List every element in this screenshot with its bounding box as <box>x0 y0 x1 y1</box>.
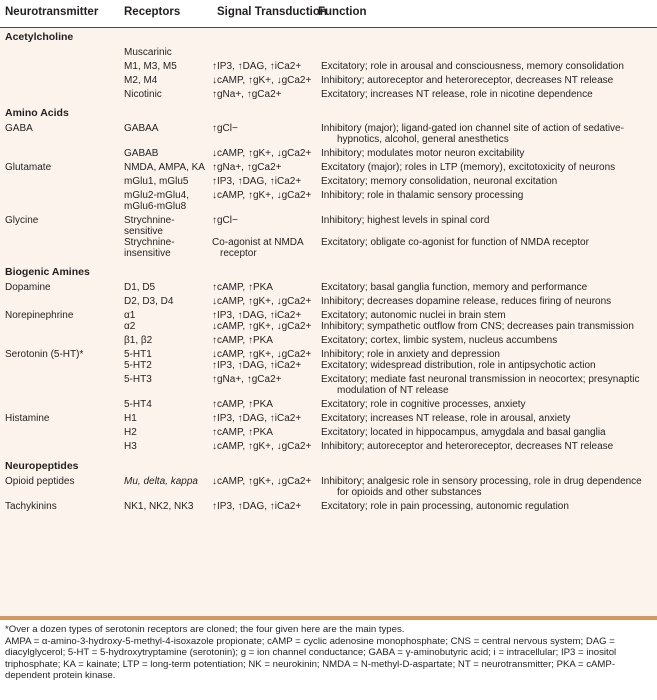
function-cell: Excitatory (major); roles in LTP (memory), excitotoxicity of neurons <box>321 162 616 173</box>
function-cell: Excitatory; cortex, limbic system, nucleus accumbens <box>321 335 558 346</box>
signal-cell <box>212 349 313 360</box>
signal-cell <box>212 335 313 346</box>
signal-cell <box>212 47 313 58</box>
neurotransmitter-cell <box>0 374 119 396</box>
table-row <box>0 374 657 396</box>
function-cell: Inhibitory; role in thalamic sensory processing <box>321 190 524 201</box>
function-cell: Inhibitory; autoreceptor and heteroreceptor, decreases NT release <box>321 75 614 86</box>
footnotes <box>0 620 657 682</box>
table-row <box>0 501 657 512</box>
signal-cell <box>212 441 313 452</box>
table-body <box>0 28 657 620</box>
table-row <box>0 190 657 212</box>
signal-text: ↑IP3, ↑DAG, ↑iCa2+ <box>212 61 302 72</box>
table-row <box>0 176 657 187</box>
neurotransmitter-cell <box>0 47 119 58</box>
function-cell: Inhibitory; role in anxiety and depression <box>321 349 500 360</box>
signal-text: ↑IP3, ↑DAG, ↑iCa2+ <box>212 413 302 424</box>
signal-cell <box>212 162 313 173</box>
function-cell: Excitatory; autonomic nuclei in brain stem <box>321 310 506 321</box>
table-row <box>0 476 657 498</box>
footnote-serotonin: *Over a dozen types of serotonin receptors are cloned; the four given here are the main types. <box>5 624 405 635</box>
receptor-cell: M2, M4 <box>124 75 158 86</box>
signal-text: ↑gCl− <box>212 123 238 134</box>
signal-text: ↑cAMP, ↑PKA <box>212 335 273 346</box>
receptor-cell: 5-HT4 <box>124 399 152 410</box>
receptor-cell: Nicotinic <box>124 89 162 100</box>
table-row <box>0 123 657 145</box>
neurotransmitter-cell: Glutamate <box>5 162 52 173</box>
table-row <box>0 321 657 332</box>
signal-text: ↓cAMP, ↑gK+, ↓gCa2+ <box>212 296 312 307</box>
function-cell: Excitatory; role in pain processing, autonomic regulation <box>321 501 569 512</box>
receptor-cell: D1, D5 <box>124 282 156 293</box>
neurotransmitter-cell: Histamine <box>5 413 50 424</box>
function-cell: Excitatory; basal ganglia function, memory and performance <box>321 282 588 293</box>
receptor-cell: H1 <box>124 413 137 424</box>
header-signal-transduction: Signal Transduction <box>217 6 327 18</box>
neurotransmitter-cell <box>0 335 119 346</box>
function-cell: Inhibitory; decreases dopamine release, reduces firing of neurons <box>321 296 612 307</box>
signal-text: ↓cAMP, ↑gK+, ↓gCa2+ <box>212 349 312 360</box>
signal-cell <box>212 374 313 396</box>
table-row <box>0 441 657 452</box>
table-row <box>0 61 657 72</box>
signal-cell <box>212 413 313 424</box>
signal-text: Co-agonist at NMDA receptor <box>212 237 304 259</box>
neurotransmitter-cell <box>0 61 119 72</box>
table-row <box>0 349 657 360</box>
receptor-cell: β1, β2 <box>124 335 153 346</box>
header-neurotransmitter: Neurotransmitter <box>5 6 99 18</box>
receptor-cell: 5-HT3 <box>124 374 152 385</box>
function-cell <box>313 47 648 58</box>
table-header <box>0 0 657 28</box>
function-cell: Excitatory; role in arousal and consciousness, memory consolidation <box>321 61 624 72</box>
receptor-cell: α1 <box>124 310 136 321</box>
signal-cell <box>212 176 313 187</box>
function-cell: Inhibitory (major); ligand-gated ion channel site of action of sedative-hypnotics, alcohol, general anesthetics <box>321 123 624 145</box>
function-cell: Inhibitory; highest levels in spinal cord <box>321 215 490 226</box>
neurotransmitter-cell <box>0 296 119 307</box>
table-row <box>0 148 657 159</box>
header-function: Function <box>318 6 367 18</box>
receptor-cell: 5-HT2 <box>124 360 152 371</box>
neurotransmitter-cell <box>0 237 119 259</box>
neurotransmitter-cell: Glycine <box>5 215 39 226</box>
neurotransmitter-cell: GABA <box>5 123 33 134</box>
table-row <box>0 296 657 307</box>
function-cell: Inhibitory; analgesic role in sensory processing, role in drug dependence for opioids and other substances <box>321 476 642 498</box>
signal-text: ↑cAMP, ↑PKA <box>212 282 273 293</box>
neurotransmitter-cell <box>0 360 119 371</box>
header-receptors: Receptors <box>124 6 181 18</box>
receptor-cell: Muscarinic <box>124 47 172 58</box>
receptor-cell: 5-HT1 <box>124 349 152 360</box>
signal-text: ↓cAMP, ↑gK+, ↓gCa2+ <box>212 476 312 487</box>
signal-text: ↑gNa+, ↑gCa2+ <box>212 162 282 173</box>
receptor-cell: mGlu2-mGlu4, mGlu6-mGlu8 <box>124 190 190 212</box>
table-row <box>0 310 657 321</box>
category-neuropeptides: Neuropeptides <box>5 460 79 472</box>
table-row <box>0 399 657 410</box>
signal-cell <box>212 360 313 371</box>
neurotransmitter-cell: Norepinephrine <box>5 310 74 321</box>
signal-cell <box>212 190 313 212</box>
function-cell: Excitatory; obligate co-agonist for function of NMDA receptor <box>321 237 589 248</box>
signal-text: ↓cAMP, ↑gK+, ↓gCa2+ <box>212 190 312 201</box>
category-amino: Amino Acids <box>5 107 69 119</box>
neurotransmitter-cell <box>0 148 119 159</box>
signal-cell <box>212 476 313 498</box>
table-row <box>0 89 657 100</box>
neurotransmitter-cell <box>0 399 119 410</box>
table-row <box>0 282 657 293</box>
function-cell: Excitatory; widespread distribution, role in antipsychotic action <box>321 360 596 371</box>
signal-text: ↑IP3, ↑DAG, ↑iCa2+ <box>212 310 302 321</box>
signal-cell <box>212 75 313 86</box>
signal-cell <box>212 237 313 259</box>
table-row <box>0 335 657 346</box>
signal-text: ↑cAMP, ↑PKA <box>212 427 273 438</box>
footnote-abbreviations: AMPA = α-amino-3-hydroxy-5-methyl-4-isoxazole propionate; cAMP = cyclic adenosine monophosphate; CNS = central nervous system; DAG = diacylglycerol; 5-HT = 5-hydroxytryptamine (serotonin); g = ion channel conductance; GABA = γ-aminobutyric acid; i = intracellular; IP3 = inositol triphosphate; KA = kainate; LTP = long-term potentiation; NK = neurokinin; NMDA = N-methyl-D-aspartate; NT = neurotransmitter; PKA = cAMP-dependent protein kinase. <box>5 635 617 681</box>
signal-text: ↑gNa+, ↑gCa2+ <box>212 374 282 385</box>
receptor-cell: GABAA <box>124 123 159 134</box>
neurotransmitter-cell <box>0 190 119 212</box>
neurotransmitter-cell <box>0 321 119 332</box>
table-row <box>0 413 657 424</box>
neurotransmitter-cell <box>0 176 119 187</box>
signal-text: ↓cAMP, ↑gK+, ↓gCa2+ <box>212 75 312 86</box>
signal-text: ↑gCl− <box>212 215 238 226</box>
receptor-cell: Mu, delta, kappa <box>124 476 198 487</box>
table-row <box>0 237 657 259</box>
neurotransmitter-cell: Tachykinins <box>5 501 57 512</box>
neurotransmitter-cell: Serotonin (5-HT)* <box>5 349 84 360</box>
receptor-cell: Strychnine-insensitive <box>124 237 175 259</box>
signal-cell <box>212 215 313 237</box>
signal-cell <box>212 501 313 512</box>
signal-cell <box>212 310 313 321</box>
table-row <box>0 427 657 438</box>
signal-text: ↑IP3, ↑DAG, ↑iCa2+ <box>212 360 302 371</box>
category-biogenic: Biogenic Amines <box>5 266 90 278</box>
signal-cell <box>212 123 313 145</box>
receptor-cell: NMDA, AMPA, KA <box>124 162 205 173</box>
receptor-cell: Strychnine-sensitive <box>124 215 175 237</box>
signal-cell <box>212 89 313 100</box>
neurotransmitter-cell <box>0 441 119 452</box>
table-row <box>0 215 657 237</box>
receptor-cell: M1, M3, M5 <box>124 61 177 72</box>
signal-cell <box>212 296 313 307</box>
neurotransmitter-cell: Opioid peptides <box>5 476 75 487</box>
receptor-cell: GABAB <box>124 148 159 159</box>
function-cell: Excitatory; increases NT release, role in nicotine dependence <box>321 89 593 100</box>
receptor-cell: mGlu1, mGlu5 <box>124 176 189 187</box>
signal-text: ↓cAMP, ↑gK+, ↓gCa2+ <box>212 148 312 159</box>
category-ach: Acetylcholine <box>5 31 74 43</box>
function-cell: Excitatory; mediate fast neuronal transmission in neocortex; presynaptic modulation of NT release <box>321 374 640 396</box>
neurotransmitter-cell <box>0 427 119 438</box>
signal-cell <box>212 148 313 159</box>
neurotransmitter-cell <box>0 89 119 100</box>
neurotransmitter-cell <box>0 75 119 86</box>
signal-cell <box>212 399 313 410</box>
function-cell: Excitatory; increases NT release, role in arousal, anxiety <box>321 413 571 424</box>
signal-cell <box>212 61 313 72</box>
receptor-cell: NK1, NK2, NK3 <box>124 501 194 512</box>
receptor-cell: α2 <box>124 321 136 332</box>
function-cell: Excitatory; role in cognitive processes, anxiety <box>321 399 526 410</box>
signal-cell <box>212 427 313 438</box>
signal-cell <box>212 282 313 293</box>
signal-text: ↑cAMP, ↑PKA <box>212 399 273 410</box>
signal-text: ↑IP3, ↑DAG, ↑iCa2+ <box>212 501 302 512</box>
receptor-cell: H3 <box>124 441 137 452</box>
function-cell: Excitatory; memory consolidation, neuronal excitation <box>321 176 558 187</box>
signal-text: ↓cAMP, ↑gK+, ↓gCa2+ <box>212 321 312 332</box>
table-row <box>0 360 657 371</box>
function-cell: Inhibitory; modulates motor neuron excitability <box>321 148 525 159</box>
table-row <box>0 75 657 86</box>
function-cell: Excitatory; located in hippocampus, amygdala and basal ganglia <box>321 427 606 438</box>
signal-text: ↑IP3, ↑DAG, ↑iCa2+ <box>212 176 302 187</box>
neurotransmitter-cell: Dopamine <box>5 282 51 293</box>
function-cell: Inhibitory; autoreceptor and heteroreceptor, decreases NT release <box>321 441 614 452</box>
table-row <box>0 162 657 173</box>
receptor-cell: D2, D3, D4 <box>124 296 174 307</box>
signal-text: ↑gNa+, ↑gCa2+ <box>212 89 282 100</box>
function-cell: Inhibitory; sympathetic outflow from CNS; decreases pain transmission <box>321 321 634 332</box>
signal-text: ↓cAMP, ↑gK+, ↓gCa2+ <box>212 441 312 452</box>
table-row <box>0 47 657 58</box>
signal-cell <box>212 321 313 332</box>
receptor-cell: H2 <box>124 427 137 438</box>
